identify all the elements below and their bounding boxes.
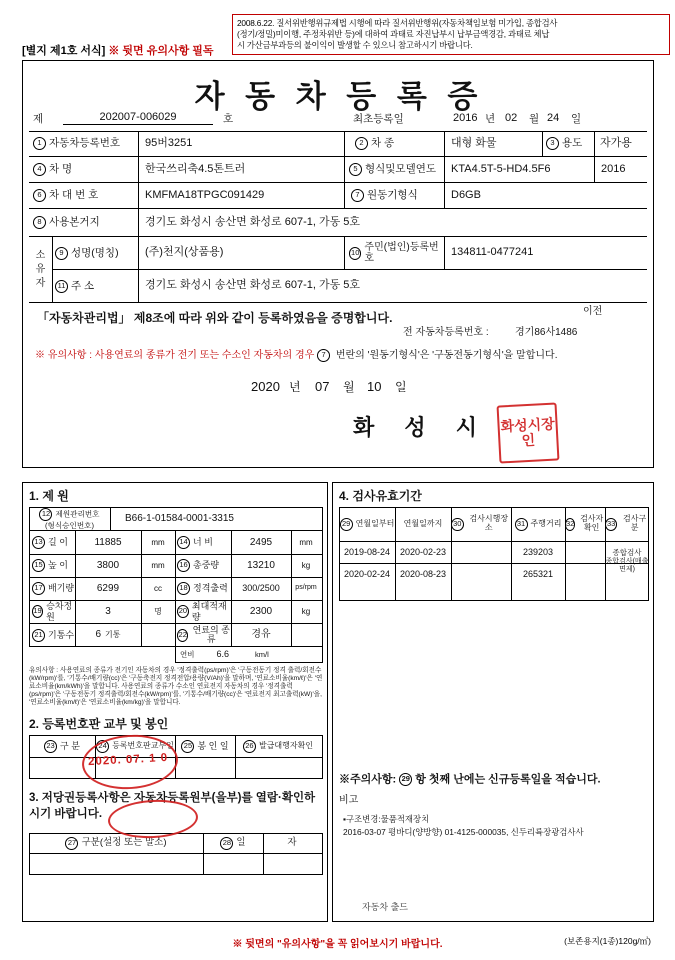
inspection-col-from-label: 연월일부터: [355, 518, 395, 528]
spec-value-20: 2300: [249, 605, 273, 617]
spec-num-20: 20: [177, 605, 189, 618]
issue-month: 07: [315, 379, 330, 394]
issuer-name: 화 성 시: [353, 415, 489, 440]
spec-num-19: 19: [32, 605, 43, 618]
inspection-heading: 4. 검사유효기간: [339, 489, 422, 503]
inspection-row2-from: 2020-02-24: [343, 568, 391, 579]
inspection-type-note: 종합검사(매출면제): [605, 558, 649, 573]
spec-value-19: 3: [105, 605, 111, 617]
engine-label-cell: [345, 183, 445, 209]
engine-value: D6GB: [451, 188, 481, 201]
certify-text: 「자동차관리법」 제8조에 따라 위와 같이 등록하였음을 증명합니다.: [37, 311, 393, 325]
footer-notice: ※ 뒷면의 "유의사항"을 꼭 읽어보시기 바랍니다.: [232, 939, 443, 950]
inspection-row1-type: 종합검사: [612, 547, 642, 557]
vin-value: KMFMA18TPGC091429: [145, 188, 265, 201]
registration-main-box: [22, 60, 654, 468]
inspection-row1-distance: 239203: [522, 546, 554, 557]
spec-num-15: 15: [32, 559, 45, 572]
usage-label-cell: [543, 131, 595, 157]
spec-label-15: [31, 554, 75, 577]
owner-addr-label: 주 소: [71, 279, 95, 292]
inspection-row1-place: [451, 541, 511, 563]
row-num-12: 12: [39, 508, 52, 521]
top-warning-line-2: (정기/정밀)미이행, 주정차위반 등)에 대하여 과태료 자진납부시 납부금액경감, 과태료 체납: [237, 28, 550, 39]
mortgage-col-num-28: 28: [220, 837, 233, 850]
row-num-10: 10: [349, 247, 361, 260]
spec-label-text-16: 총중량: [193, 560, 220, 571]
inspection-row1-from: 2019-08-24: [343, 546, 391, 557]
inspection-row2-distance: 265321: [522, 568, 554, 579]
spec-value-14: 2495: [249, 536, 273, 548]
first-reg-year: 2016: [453, 112, 478, 124]
row-num-9: 9: [55, 247, 68, 260]
name-value: 한국쓰리축4.5톤트러: [145, 162, 246, 175]
mgmt-label-cell: 12 제원관리번호 (형식승인번호): [29, 507, 111, 531]
spec-unit-17: cc: [154, 583, 162, 593]
model-label: 형식및모델연도: [365, 163, 437, 176]
spec-unit-13: mm: [151, 537, 165, 547]
model-label-cell: [345, 157, 445, 183]
first-reg-day-unit: 일: [571, 113, 582, 125]
spec-label-text-22: 연료의 종류: [192, 624, 230, 644]
inspection-col-num-29: 29: [340, 518, 353, 531]
fuel-efficiency-unit: km/l: [255, 650, 269, 659]
plate-cell-agent: [235, 757, 321, 779]
usage-value-cell: [595, 131, 647, 157]
row-num-7: 7: [351, 189, 364, 202]
owner-name-value: (주)천지(상품용): [145, 246, 224, 259]
owner-side-label: 소 유 자: [29, 237, 53, 303]
vin-label-cell: [29, 183, 139, 209]
spec-unit-20: kg: [301, 606, 311, 616]
spec-label-text-20: 최대적재량: [191, 600, 227, 622]
plate-col-agent-label: 발급대행자확인: [258, 741, 314, 751]
spec-label-21: [31, 623, 75, 647]
fuel-efficiency-label: 연비: [180, 650, 195, 659]
spec-unit-19: 명: [154, 606, 162, 616]
mortgage-col-num-27: 27: [65, 837, 78, 850]
mortgage-col-division-label: 구분(설정 또는 말소): [81, 837, 167, 849]
city-seal-stamp: [497, 402, 560, 463]
caution-text-pre: ※주의사항:: [339, 773, 400, 786]
row-num-3: 3: [546, 137, 559, 150]
plate-col-issue-label: 등록번호판교부일: [112, 741, 174, 751]
address-label: 사용본거지: [49, 216, 100, 229]
spec-label-20: [177, 600, 231, 623]
form-number-text: [별지 제1호 서식]: [22, 45, 106, 57]
spec-num-17: 17: [32, 582, 45, 595]
plate-label-cell: [29, 131, 139, 157]
spec-label-17: [31, 577, 75, 600]
inspection-col-type: [605, 507, 649, 541]
plate-section-heading: 2. 등록번호판 교부 및 봉인: [29, 717, 169, 731]
spec-label-text-19: 승차정원: [46, 600, 73, 622]
inspection-row2-place: [451, 563, 511, 585]
notice-line: [35, 349, 645, 362]
memo-line-1: ▪구조변경:물품적재장치: [343, 814, 430, 824]
mortgage-col-date-label: 일: [236, 837, 246, 849]
issue-day: 10: [367, 379, 382, 394]
prev-reg-value: 경기86사1486: [515, 327, 578, 338]
row-num-4: 4: [33, 163, 46, 176]
spec-label-text-21: 기통수: [48, 629, 75, 640]
inspection-row2-confirm: [565, 563, 605, 585]
plate-cell-seal: [175, 757, 235, 779]
spec-value-18: 300/2500: [242, 583, 280, 594]
inspection-col-to: 연월일까지: [403, 519, 443, 529]
spec-label-14: [177, 531, 231, 554]
spec-notice: 유의사항 : 사용연료의 종류가 전기인 자동차의 경우 '정격출력(ps/rpm)'은 '구동전동기 정격 출력/회전수(kW/rpm)'를, '기통수/배기량(cc)'은 '구동축전지 정격전압/용량(V/Ah)'을 말하며, '연료소비율(km/ℓ)'은 '연료소비율(km/kWh)'을 말합니다. 사용연료의 종류가 수소인 연료전지 자동차의 경우 '정격출력(ps/rpm)'은 '구동전동기 정격출력/회전수(kW/rpm)'를, '기통수/배기량(cc)'은 '연료전지 최고출력(kW)'을, '연료소비율(km/ℓ)'은 '연료소비율(km/kg)'을 말합니다.: [29, 667, 323, 706]
spec-label-16: [177, 554, 231, 577]
inspection-col-num-30: 30: [451, 518, 464, 531]
spec-heading: 1. 제 원: [29, 489, 69, 503]
spec-num-16: 16: [177, 559, 190, 572]
engine-label: 원동기형식: [367, 189, 418, 202]
model-value-cell: [445, 157, 595, 183]
inspection-panel: [332, 482, 654, 922]
plate-col-num-24: 24: [96, 740, 109, 753]
first-reg-year-unit: 년: [485, 113, 496, 125]
inspection-col-distance-label: 주행거리: [530, 518, 562, 528]
name-value-cell: [139, 157, 345, 183]
plate-col-num-23: 23: [44, 740, 57, 753]
spec-value-17: 6299: [96, 582, 120, 594]
reg-no-value: 202007-006029: [63, 111, 213, 125]
reg-no-suffix-label: 호: [223, 113, 234, 125]
vehicle-type-label: 차 종: [371, 137, 395, 150]
address-value-cell: [139, 209, 647, 237]
spec-label-text-15: 높 이: [48, 560, 68, 571]
car-exit-note: 자동차 출드: [362, 902, 408, 912]
resident-value: 134811-0477241: [451, 246, 534, 259]
issue-month-unit: 월: [343, 380, 355, 394]
document-title: 자 동 차 등 록 증: [194, 79, 484, 114]
inspection-col-num-31: 31: [515, 518, 528, 531]
mortgage-col-person: 자: [287, 837, 297, 849]
mortgage-col-division: [29, 833, 203, 853]
mgmt-value-cell: [113, 507, 321, 531]
top-warning-box: [232, 14, 670, 55]
inspection-row1-to: 2020-02-23: [399, 546, 447, 557]
prev-reg-label: 전 자동차등록번호 :: [403, 327, 489, 338]
inspection-col-num-32: 32: [565, 518, 575, 531]
spec-unit-16: kg: [301, 560, 311, 570]
spec-value-16: 13210: [247, 559, 275, 571]
first-reg-month-unit: 월: [529, 113, 540, 125]
inspection-col-place-label: 검사시행장소: [469, 514, 509, 532]
issue-day-unit: 일: [395, 380, 407, 394]
plate-col-num-26: 26: [243, 740, 256, 753]
spec-unit-15: mm: [151, 560, 165, 570]
spec-value-21: [75, 623, 141, 647]
memo-lines: [343, 813, 649, 838]
row-num-11: 11: [55, 280, 68, 293]
owner-name-label: 성명(명칭): [71, 246, 119, 259]
fuel-efficiency-value: 6.6: [216, 649, 230, 660]
spec-label-22: [177, 623, 231, 647]
spec-unit-14: mm: [299, 537, 313, 547]
plate-value: 95버3251: [145, 136, 193, 149]
inspection-col-type-label: 검사구분: [623, 514, 647, 532]
spec-label-text-18: 정격출력: [193, 583, 228, 594]
row-num-8: 8: [33, 216, 46, 229]
spec-value-13: 11885: [94, 536, 122, 548]
notice-circled-num: 7: [317, 349, 330, 362]
vehicle-type-label-cell: [345, 131, 445, 157]
spec-num-13: 13: [32, 536, 45, 549]
inspection-col-from: [339, 507, 395, 541]
inspection-col-num-33: 33: [605, 518, 617, 531]
spec-value-15: 3800: [96, 559, 120, 571]
top-warning-line-3: 시 가산금부과등의 불이익이 발생할 수 있으니 참고하시기 바랍니다.: [237, 39, 473, 50]
vehicle-type-value: 대형 화물: [451, 136, 497, 149]
spec-vline-3: [175, 531, 176, 647]
memo-label: 비고: [339, 795, 359, 806]
usage-label: 용도: [562, 137, 583, 150]
owner-addr-label-cell: [53, 270, 139, 303]
address-value: 경기도 화성시 송산면 화성로 607-1, 가동 5호: [145, 215, 361, 228]
model-value: KTA4.5T-5-HD4.5F6: [451, 162, 551, 175]
caution-line: [339, 773, 649, 787]
resident-value-cell: [445, 237, 647, 270]
address-label-cell: [29, 209, 139, 237]
spec-label-text-17: 배기량: [48, 583, 75, 594]
row-num-5: 5: [349, 163, 362, 176]
row-num-6: 6: [33, 189, 46, 202]
spec-panel: [22, 482, 328, 922]
mgmt-no-value: B66-1-01584-0001-3315: [125, 513, 234, 524]
row-num-2: 2: [355, 137, 368, 150]
owner-addr-value-cell: [139, 270, 647, 303]
spec-num-21: 21: [32, 629, 45, 642]
notice-text-rest: 번란의 '원동기형식'은 '구동전동기형식'을 말합니다.: [335, 350, 558, 362]
spec-label-19: [31, 600, 75, 623]
inspection-col-distance: [511, 507, 565, 541]
caution-text-post: 항 첫째 난에는 신규등록일을 적습니다.: [415, 773, 601, 786]
city-seal-text: 화성시장인: [500, 415, 556, 449]
plate-col-seal: [175, 735, 235, 757]
vin-label: 차 대 번 호: [49, 189, 99, 202]
resident-label: 주민(법인)등록번호: [364, 241, 439, 264]
first-reg-label: 최초등록일: [353, 113, 404, 125]
owner-addr-value: 경기도 화성시 송산면 화성로 607-1, 가동 5호: [145, 279, 361, 292]
owner-name-label-cell: [53, 237, 139, 270]
spec-label-text-14: 너 비: [193, 537, 213, 548]
form-number-notice: ※ 뒷면 유의사항 필독: [108, 45, 214, 57]
plate-label: 자동차등록번호: [49, 137, 121, 150]
vin-value-cell: [139, 183, 345, 209]
inspection-col-confirm: [565, 507, 605, 541]
fuel-efficiency-row: [175, 647, 323, 663]
mortgage-heading: 3. 저당권등록사항은 자동차등록원부(을부)를 열람·확인하시기 바랍니다.: [29, 792, 316, 820]
plate-col-division-label: 구 분: [60, 740, 80, 751]
spec-num-18: 18: [177, 582, 190, 595]
transfer-label: 이전: [583, 306, 603, 317]
plate-value-cell: [139, 131, 345, 157]
reg-no-prefix-label: 제: [33, 113, 44, 125]
top-warning-line-1: 2008.6.22. 질서위반행위규제법 시행에 따라 질서위반행위(자동차책임보험 미가입, 종합검사: [237, 18, 558, 28]
vehicle-type-value-cell: [445, 131, 543, 157]
plate-col-num-25: 25: [181, 740, 194, 753]
spec-value-text-21: 6: [95, 629, 102, 640]
spec-label-13: [31, 531, 75, 554]
preserve-note: (보존용지(1종)120g/㎡): [564, 936, 651, 946]
inspection-row1-confirm: [565, 541, 605, 563]
form-number: [22, 42, 214, 58]
memo-line-2: 2016-03-07 평바디(양방향) 01-4125-000035, 신두리륙장광검사사: [343, 826, 584, 837]
issue-year-unit: 년: [289, 380, 301, 394]
issue-year: 2020: [251, 379, 280, 394]
mortgage-table-hline: [29, 853, 323, 854]
owner-name-value-cell: [139, 237, 345, 270]
model-year: 2016: [601, 162, 626, 175]
usage-value: 자가용: [600, 136, 632, 149]
spec-unit-18: ps/rpm: [295, 584, 317, 592]
notice-text-pre: ※ 유의사항 : 사용연료의 종류가 전기 또는 수소인 자동차의 경우: [35, 350, 315, 362]
first-reg-month: 02: [505, 112, 518, 124]
caution-circled-num: 29: [399, 773, 412, 786]
mortgage-col-date: [203, 833, 263, 853]
plate-issue-stamp-date: 2020. 07. 1 0: [87, 751, 169, 769]
spec-value-22: 경유: [251, 629, 271, 640]
inspection-col-confirm-label: 검사자확인: [580, 514, 604, 532]
spec-num-22: 22: [177, 629, 188, 642]
plate-col-agent: [235, 735, 321, 757]
spec-unit-21: 기통: [105, 630, 121, 640]
spec-num-14: 14: [177, 536, 190, 549]
row-num-1: 1: [33, 137, 46, 150]
spec-label-text-13: 길 이: [48, 537, 68, 548]
model-year-cell: [595, 157, 647, 183]
name-label-cell: [29, 157, 139, 183]
first-reg-day: 24: [547, 112, 560, 124]
inspection-col-place: [451, 507, 511, 541]
spec-label-18: [177, 577, 231, 600]
inspection-row2-to: 2020-08-23: [399, 568, 447, 579]
resident-label-cell: [345, 237, 445, 270]
engine-value-cell: [445, 183, 647, 209]
plate-col-seal-label: 봉 인 일: [197, 740, 229, 751]
name-label: 차 명: [49, 163, 73, 176]
